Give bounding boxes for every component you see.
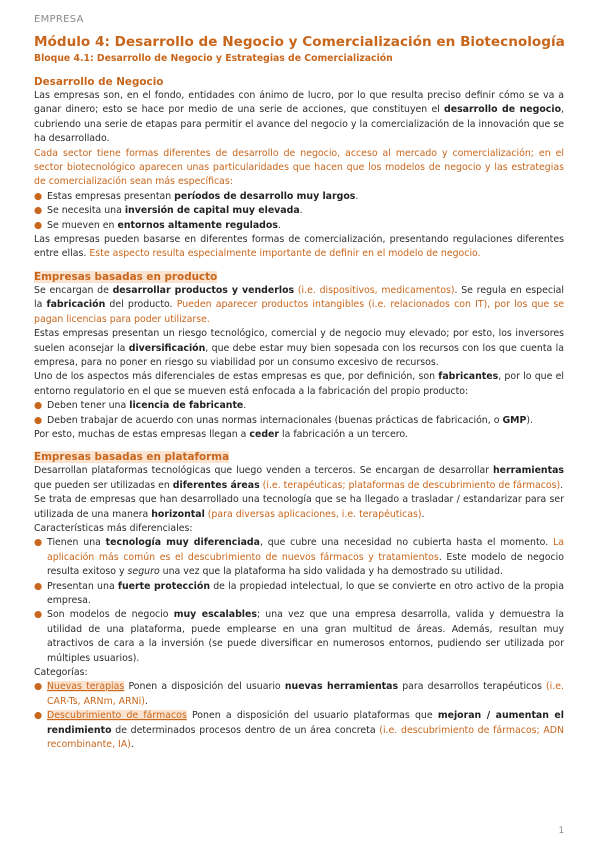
category-list bbox=[34, 680, 564, 752]
bullet-icon: ● bbox=[34, 219, 43, 231]
list-item: ● Son modelos de negocio muy escalables; una vez que una empresa desarrolla, valida y demuestra la utilidad de una plataforma, puede emplearse en una gran multitud de áreas. Además, resultan muy atractivos de cara a la inversión (se puede diversificar en numerosos entornos, pudiendo ser utilizada por múltiples usuarios). bbox=[34, 609, 564, 664]
paragraph-highlight: Cada sector tiene formas diferentes de desarrollo de negocio, acceso al mercado y comercialización; en el sector biotecnológico aparecen unas particularidades que hacen que los modelos de negocio y las estrategias de comercialización sean más específicas: bbox=[34, 147, 564, 188]
document-subtitle: Bloque 4.1: Desarrollo de Negocio y Estrategias de Comercialización bbox=[34, 53, 393, 64]
page-header: EMPRESA bbox=[34, 14, 84, 25]
page-number: 1 bbox=[558, 826, 564, 836]
bullet-icon: ● bbox=[34, 400, 43, 412]
section-heading-plataforma: Empresas basadas en plataforma bbox=[34, 451, 230, 464]
bullet-icon: ● bbox=[34, 414, 43, 426]
document-title: Módulo 4: Desarrollo de Negocio y Comercialización en Biotecnología bbox=[34, 34, 565, 50]
list-item: ● Tienen una tecnología muy diferenciada, que cubre una necesidad no cubierta hasta el momento. La aplicación más común es el descubrimiento de nuevos fármacos y tratamientos. Este modelo de negocio resulta exitoso y seguro una vez que la plataforma ha sido validada y ha demostrado su utilidad. bbox=[34, 537, 564, 578]
document-page bbox=[34, 14, 564, 752]
bullet-icon: ● bbox=[34, 609, 43, 621]
list-item: ● Deben tener una licencia de fabricante. bbox=[34, 399, 564, 413]
paragraph: Las empresas son, en el fondo, entidades con ánimo de lucro, por lo que resulta preciso definir cómo se va a ganar dinero; esto se hace por medio de una serie de acciones, que constituyen el desarrollo de negocio, cubriendo una serie de etapas para permitir el avance del negocio y la comercialización de la innovación que se ha desarrollado. bbox=[34, 90, 564, 145]
section-heading-desarrollo: Desarrollo de Negocio bbox=[34, 76, 164, 88]
bullet-icon: ● bbox=[34, 537, 43, 549]
list-item: ● Nuevas terapias Ponen a disposición del usuario nuevas herramientas para desarrollos terapéuticos (i.e. CAR-Ts, ARNm, ARNi). bbox=[34, 681, 565, 707]
paragraph: Las empresas pueden basarse en diferentes formas de comercialización, presentando regulaciones diferentes entre ellas. Este aspecto resulta especialmente importante de definir en el modelo de negocio. bbox=[34, 234, 564, 260]
bullet-list bbox=[34, 536, 564, 666]
bullet-list bbox=[34, 399, 564, 428]
list-item: ● Descubrimiento de fármacos Ponen a disposición del usuario plataformas que mejoran / aumentan el rendimiento de determinados procesos dentro de un área concreta (i.e. descubrimiento de fármacos; ADN recombinante, IA). bbox=[34, 710, 564, 751]
category-link-nuevas-terapias[interactable]: Nuevas terapias bbox=[47, 681, 125, 693]
bullet-icon: ● bbox=[34, 190, 43, 202]
paragraph: Desarrollan plataformas tecnológicas que luego venden a terceros. Se encargan de desarrollar herramientas que pueden ser utilizadas en diferentes áreas (i.e. terapéuticas; plataformas de descubrimiento de fármacos). bbox=[34, 465, 564, 491]
list-item: ● Deben trabajar de acuerdo con unas normas internacionales (buenas prácticas de fabricación, o GMP). bbox=[34, 414, 564, 428]
paragraph: Categorías: bbox=[34, 667, 88, 679]
list-item: ● Se mueven en entornos altamente regulados. bbox=[34, 219, 564, 233]
bullet-icon: ● bbox=[34, 710, 43, 722]
bullet-icon: ● bbox=[34, 205, 43, 217]
paragraph: Se encargan de desarrollar productos y venderlos (i.e. dispositivos, medicamentos). Se regula en especial la fabricación del producto. Pueden aparecer productos intangibles (i.e. relacionados con IT), por los que se pagan licencias para poder utilizarse. bbox=[34, 284, 565, 325]
category-link-descubrimiento-farmacos[interactable]: Descubrimiento de fármacos bbox=[47, 710, 187, 722]
list-item: ● Presentan una fuerte protección de la propiedad intelectual, lo que se convierte en otro activo de la propia empresa. bbox=[34, 580, 564, 606]
list-item: ● Estas empresas presentan períodos de desarrollo muy largos. bbox=[34, 190, 564, 204]
bullet-list bbox=[34, 190, 564, 233]
section-heading-producto: Empresas basadas en producto bbox=[34, 270, 218, 283]
paragraph: Uno de los aspectos más diferenciales de estas empresas es que, por definición, son fabricantes, por lo que el entorno regulatorio en el que se mueven está enfocada a la fabricación del propio producto: bbox=[34, 371, 564, 397]
paragraph: Por esto, muchas de estas empresas llegan a ceder la fabricación a un tercero. bbox=[34, 428, 408, 440]
paragraph: Se trata de empresas que han desarrollado una tecnología que se ha llegado a trasladar / estandarizar para ser utilizada de una manera horizontal (para diversas aplicaciones, i.e. terapéuticas). bbox=[34, 494, 564, 520]
paragraph: Características más diferenciales: bbox=[34, 522, 193, 534]
bullet-icon: ● bbox=[34, 681, 43, 693]
paragraph: Estas empresas presentan un riesgo tecnológico, comercial y de negocio muy elevado; por esto, los inversores suelen aconsejar la diversificación, que debe estar muy bien sopesada con los recursos con los que cuenta la empresa, para no poner en riesgo su viabilidad por un consumo excesivo de recursos. bbox=[34, 328, 564, 368]
list-item: ● Se necesita una inversión de capital muy elevada. bbox=[34, 204, 564, 218]
bullet-icon: ● bbox=[34, 580, 43, 592]
